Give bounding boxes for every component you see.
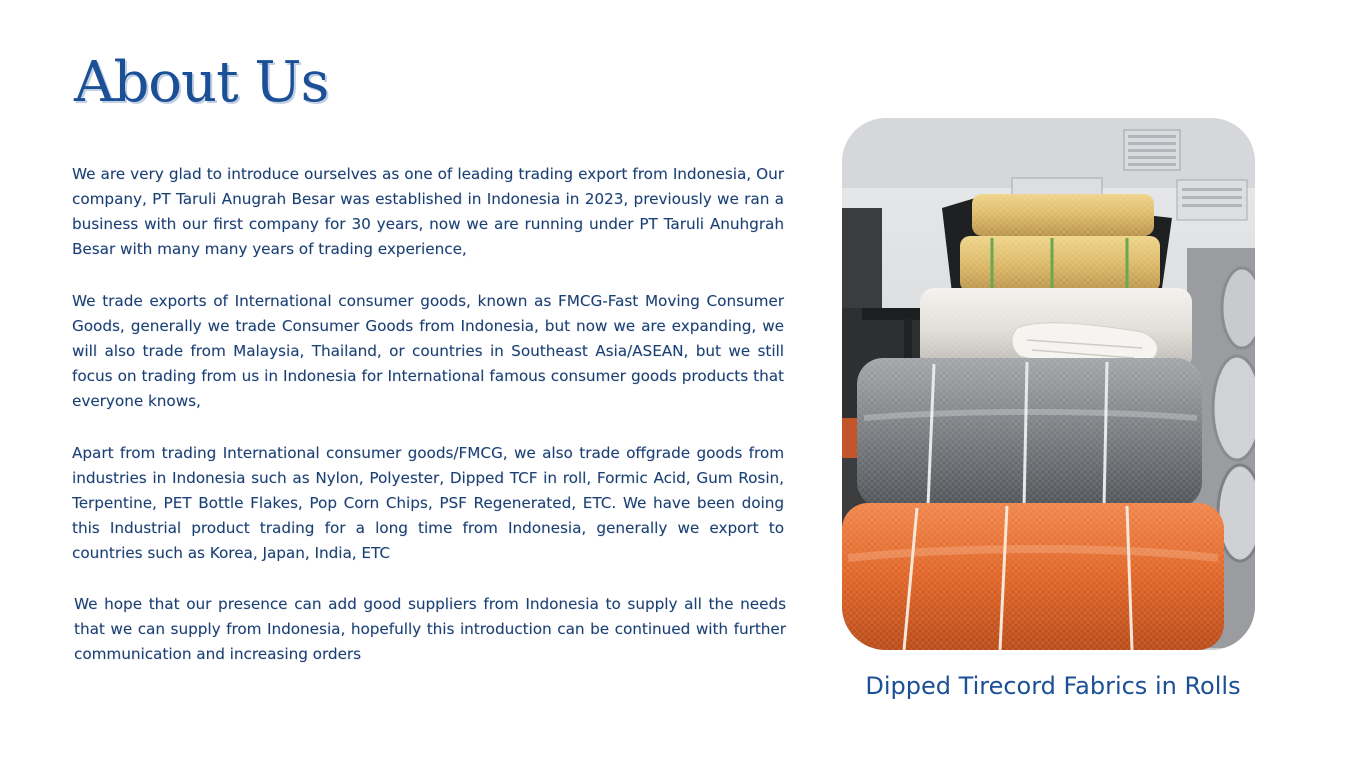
intro-paragraph: We are very glad to introduce ourselves as one of leading trading export from Indonesia, Our company, PT Taruli Anugrah Besar was established in Indonesia in 2023, previously we ran a business with our first company for 30 years, now we are running under PT Taruli Anuhgrah Besar with many many years of trading experience, [72,165,784,258]
page-title: About Us [74,50,329,115]
closing-paragraph: We hope that our presence can add good suppliers from Indonesia to supply all the needs that we can supply from Indonesia, hopefully this introduction can be continued with further communication and increasing orders [74,595,786,663]
tirecord-rolls-photo [842,118,1255,650]
industrial-paragraph: Apart from trading International consumer goods/FMCG, we also trade offgrade goods from industries in Indonesia such as Nylon, Polyester, Dipped TCF in roll, Formic Acid, Gum Rosin, Terpentine, PET Bottle Flakes, Pop Corn Chips, PSF Regenerated, ETC. We have been doing this Industrial product trading for a long time from Indonesia, generally we export to countries such as Korea, Japan, India, ETC [72,444,784,562]
photo-caption: Dipped Tirecord Fabrics in Rolls [865,672,1241,700]
fmcg-paragraph: We trade exports of International consumer goods, known as FMCG-Fast Moving Consumer Goods, generally we trade Consumer Goods from Indonesia, but now we are expanding, we will also trade from Malaysia, Thailand, or countries in Southeast Asia/ASEAN, but we still focus on trading from us in Indonesia for International famous consumer goods products that everyone knows, [72,292,784,410]
